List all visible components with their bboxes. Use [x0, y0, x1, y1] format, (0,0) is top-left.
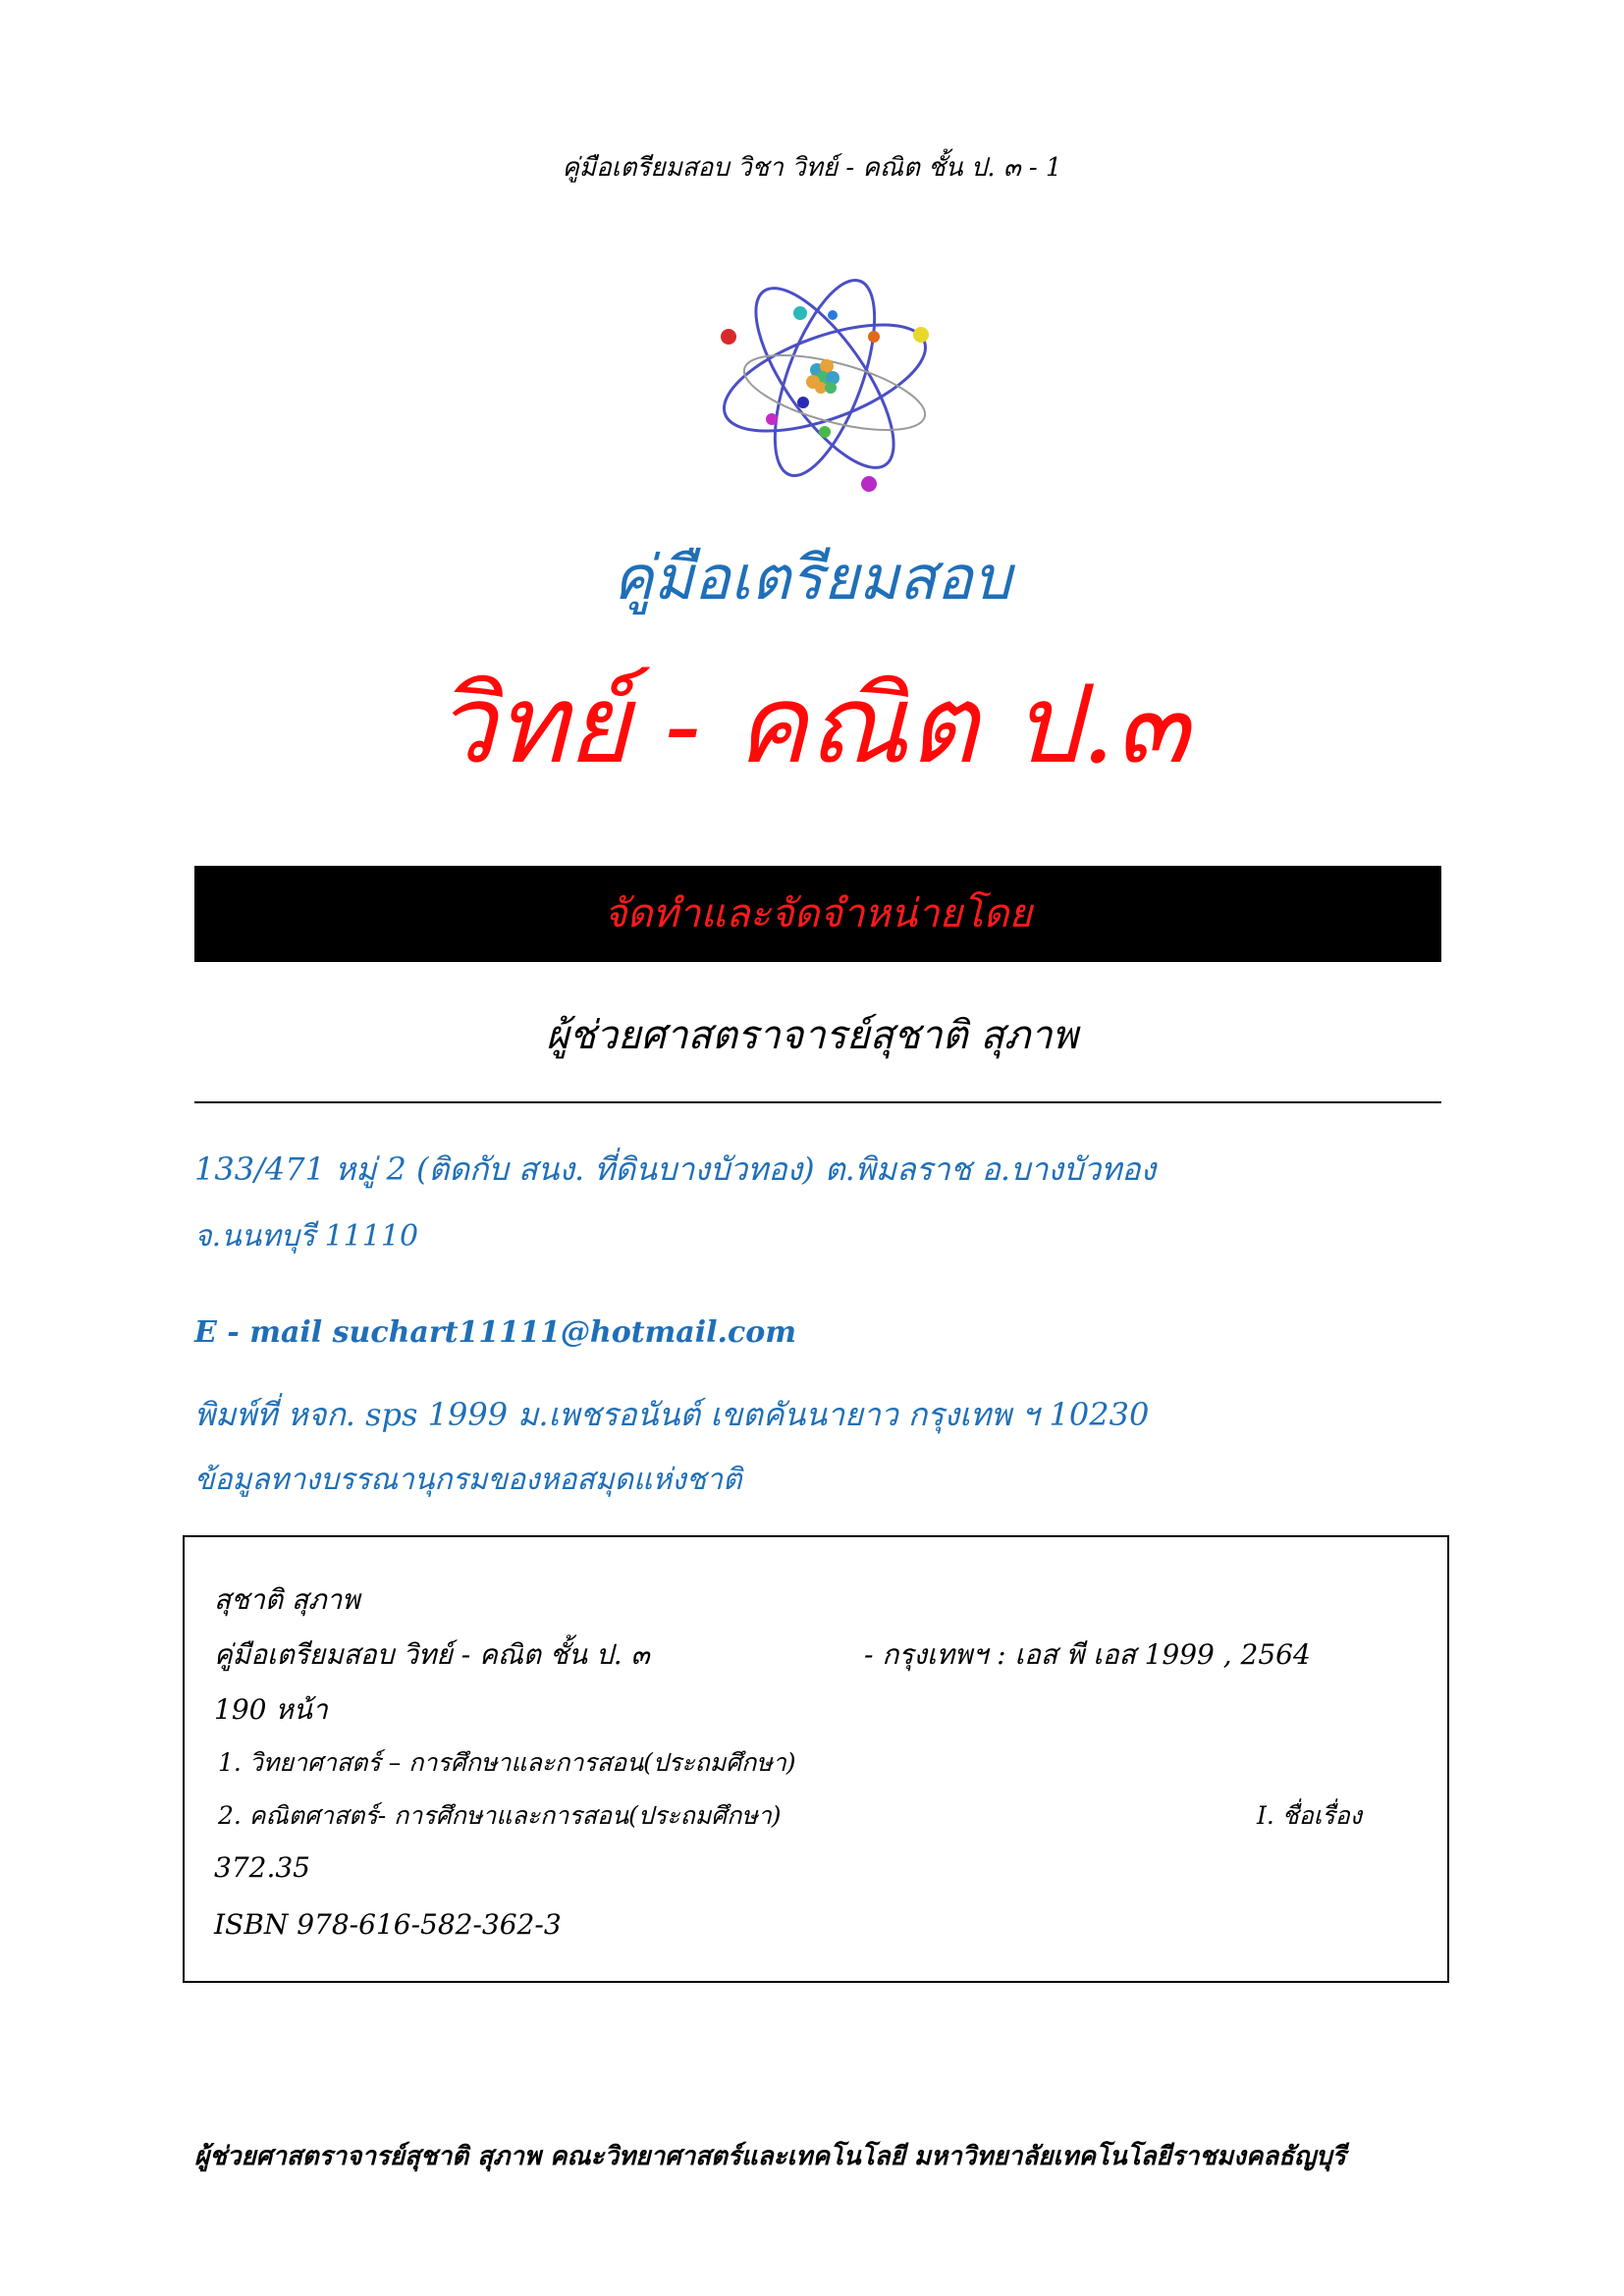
- cip-call-number: 372.35: [214, 1851, 310, 1884]
- address-line-2: จ.นนทบุรี 11110: [194, 1219, 419, 1254]
- printer-info: พิมพ์ที่ หจก. sps 1999 ม.เพชรอนันต์ เขตคันนายาว กรุงเทพ ฯ 10230: [194, 1396, 1150, 1433]
- cip-subject-2: 2. คณิตศาสตร์- การศึกษาและการสอน(ประถมศึกษา): [218, 1801, 782, 1830]
- author-name: ผู้ช่วยศาสตราจารย์สุชาติ สุภาพ: [546, 1013, 1078, 1058]
- atom-icon: [707, 260, 943, 496]
- cip-subject-1: 1. วิทยาศาสตร์ – การศึกษาและการสอน(ประถมศึกษา): [218, 1748, 796, 1777]
- divider: [194, 1101, 1441, 1103]
- book-subtitle: วิทย์ - คณิต ป.๓: [435, 662, 1189, 787]
- book-title: คู่มือเตรียมสอบ: [613, 542, 1011, 614]
- cip-isbn: ISBN 978-616-582-362-3: [214, 1908, 562, 1941]
- cip-title: คู่มือเตรียมสอบ วิทย์ - คณิต ชั้น ป. ๓: [214, 1638, 650, 1671]
- publisher-band-label: จัดทำและจัดจำหน่ายโดย: [604, 891, 1032, 936]
- catalog-heading: ข้อมูลทางบรรณานุกรมของหอสมุดแห่งชาติ: [194, 1463, 742, 1497]
- footer-affiliation: ผู้ช่วยศาสตราจารย์สุชาติ สุภาพ คณะวิทยาศาสตร์และเทคโนโลยี มหาวิทยาลัยเทคโนโลยีราชมงคลธัญบุรี: [194, 2142, 1346, 2171]
- email-address: E - mail suchart11111@hotmail.com: [194, 1315, 796, 1350]
- cip-publisher: - กรุงเทพฯ : เอส พี เอส 1999 , 2564: [864, 1638, 1311, 1671]
- cip-subject-title: I. ชื่อเรื่อง: [1257, 1801, 1362, 1830]
- address-line-1: 133/471 หมู่ 2 (ติดกับ สนง. ที่ดินบางบัวทอง) ต.พิมลราช อ.บางบัวทอง: [194, 1150, 1157, 1188]
- running-header: คู่มือเตรียมสอบ วิชา วิทย์ - คณิต ชั้น ป. ๓ - 1: [562, 153, 1062, 183]
- cip-author: สุชาติ สุภาพ: [214, 1583, 360, 1616]
- cip-pages: 190 หน้า: [214, 1693, 328, 1726]
